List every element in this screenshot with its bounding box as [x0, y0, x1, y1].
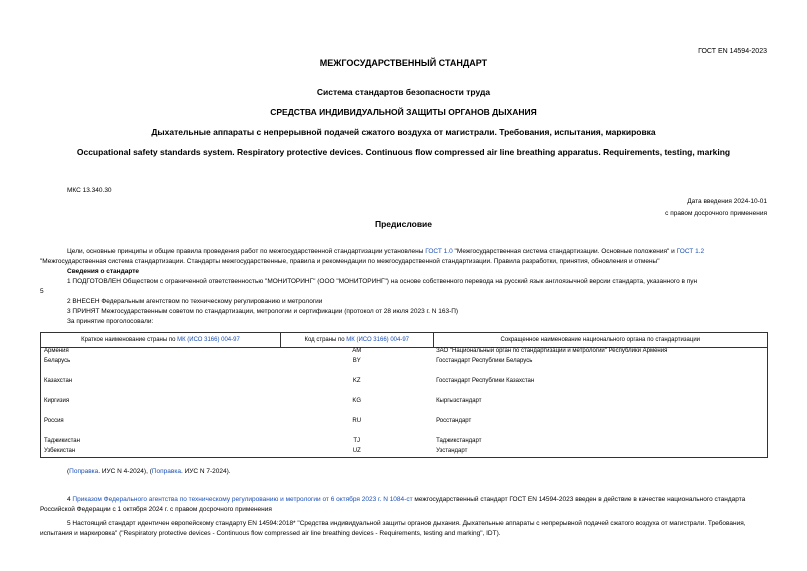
intro-text-a: Цели, основные принципы и общие правила проведения работ по межгосударственной стандартизации установлены: [67, 248, 426, 255]
preface-body: [40, 247, 770, 327]
code-cell: AM: [352, 348, 362, 354]
voted-label: За принятие проголосовали:: [67, 318, 154, 325]
preface-heading: Предисловие: [374, 219, 433, 229]
country-cell: Киргизия: [44, 397, 70, 404]
standard-type-heading: МЕЖГОСУДАРСТВЕННЫЙ СТАНДАРТ: [319, 58, 488, 68]
item-5: 5 Настоящий стандарт идентичен европейскому стандарту EN 14594:2018* "Средства индивидуальной защиты органов дыхания. Дыхательные аппараты с непрерывной подачей сжатого воздуха от магистрали. Требования, испытания и маркировка" ("Respiratory protective devices - Continuous flow compressed air line breathing devices - Requirements, testing and marking", IDT).: [40, 520, 746, 537]
table-row: [41, 438, 768, 448]
code-cell: BY: [352, 357, 361, 364]
code-cell: KG: [352, 397, 362, 404]
body-cell: ЗАО "Национальный орган по стандартизации и метрологии" Республики Армения: [436, 348, 668, 354]
table-row: [41, 398, 768, 418]
header-code: Код страны по МК (ИСО 3166) 004-97: [280, 333, 433, 348]
amendment-link[interactable]: Поправка: [151, 468, 181, 475]
body-cell: Узстандарт: [436, 447, 468, 454]
voting-states-table: [40, 332, 768, 458]
country-cell: Беларусь: [44, 357, 71, 364]
order-link[interactable]: Приказом Федерального агентства по техническому регулированию и метрологии от 6 октября 2023 г. N 1084-ст: [72, 496, 413, 503]
amendment-link[interactable]: Поправка: [69, 468, 99, 475]
country-cell: Узбекистан: [44, 447, 76, 454]
code-cell: UZ: [352, 447, 361, 454]
mk-iso-link[interactable]: МК (ИСО 3166) 004-97: [346, 337, 409, 343]
gost-1-2-link[interactable]: ГОСТ 1.2: [676, 248, 705, 255]
table-row: [41, 378, 768, 398]
code-cell: RU: [352, 417, 362, 424]
early-application-note: с правом досрочного применения: [665, 210, 767, 217]
body-cell: Госстандарт Республики Казахстан: [436, 377, 535, 384]
code-cell: KZ: [352, 377, 361, 384]
table-row: [41, 418, 768, 438]
item-1: 1 ПОДГОТОВЛЕН Обществом с ограниченной ответственностью "МОНИТОРИНГ" (ООО "МОНИТОРИНГ") на основе собственного перевода на русский язык англоязычной версии стандарта, указанного в пун: [67, 278, 698, 285]
header-body: Сокращенное наименование национального органа по стандартизации: [433, 333, 767, 348]
country-cell: Россия: [44, 417, 64, 424]
body-cell: Таджикстандарт: [436, 437, 482, 444]
amendments-note: (Поправка. ИУС N 4-2024), (Поправка. ИУС N 7-2024).: [67, 468, 231, 475]
country-cell: Казахстан: [44, 377, 73, 384]
table-row: [41, 358, 768, 378]
system-heading: Система стандартов безопасности труда: [316, 87, 491, 97]
mk-iso-link[interactable]: МК (ИСО 3166) 004-97: [177, 337, 240, 343]
introduction-date: Дата введения 2024-10-01: [687, 198, 767, 205]
body-cell: Кыргызстандарт: [436, 397, 482, 404]
country-cell: Таджикистан: [44, 437, 80, 444]
table-row: [41, 348, 768, 358]
intro-text-b: "Межгосударственная система стандартизации. Основные положения" и: [452, 248, 677, 255]
gost-1-0-link[interactable]: ГОСТ 1.0: [425, 248, 453, 255]
item-2: 2 ВНЕСЕН Федеральным агентством по техническому регулированию и метрологии: [67, 298, 323, 305]
document-title: СРЕДСТВА ИНДИВИДУАЛЬНОЙ ЗАЩИТЫ ОРГАНОВ ДЫХАНИЯ: [270, 107, 537, 117]
intro-text-c: "Межгосударственная система стандартизации. Стандарты межгосударственные, правила и рекомендации по межгосударственной стандартизации. Правила разработки, принятия, обновления и отмены": [40, 258, 660, 265]
mks-code: МКС 13.340.30: [67, 187, 112, 194]
document-subtitle: Дыхательные аппараты с непрерывной подачей сжатого воздуха от магистрали. Требования, испытания, маркировка: [151, 127, 656, 137]
english-title: Occupational safety standards system. Respiratory protective devices. Continuous flow compressed air line breathing apparatus. Requirements, testing, marking: [76, 147, 731, 157]
body-cell: Росстандарт: [436, 417, 472, 424]
document-id: ГОСТ EN 14594-2023: [698, 48, 767, 55]
body-cell: Госстандарт Республики Беларусь: [436, 357, 533, 364]
item-4: 4 Приказом Федерального агентства по техническому регулированию и метрологии от 6 октября 2023 г. N 1084-ст межгосударственный стандарт ГОСТ EN 14594-2023 введен в действие в качестве национального стандарта Российской Федерации с 1 октября 2024 г. с правом досрочного применения: [40, 496, 746, 513]
header-country: Краткое наименование страны по МК (ИСО 3166) 004-97: [41, 333, 281, 348]
item-3: 3 ПРИНЯТ Межгосударственным советом по стандартизации, метрологии и сертификации (протокол от 28 июля 2023 г. N 163-П): [67, 308, 459, 315]
country-cell: Армения: [44, 348, 69, 354]
item-1-continuation: 5: [40, 288, 44, 295]
code-cell: TJ: [353, 437, 361, 444]
about-standard-heading: Сведения о стандарте: [67, 268, 140, 275]
table-row: [41, 448, 768, 458]
